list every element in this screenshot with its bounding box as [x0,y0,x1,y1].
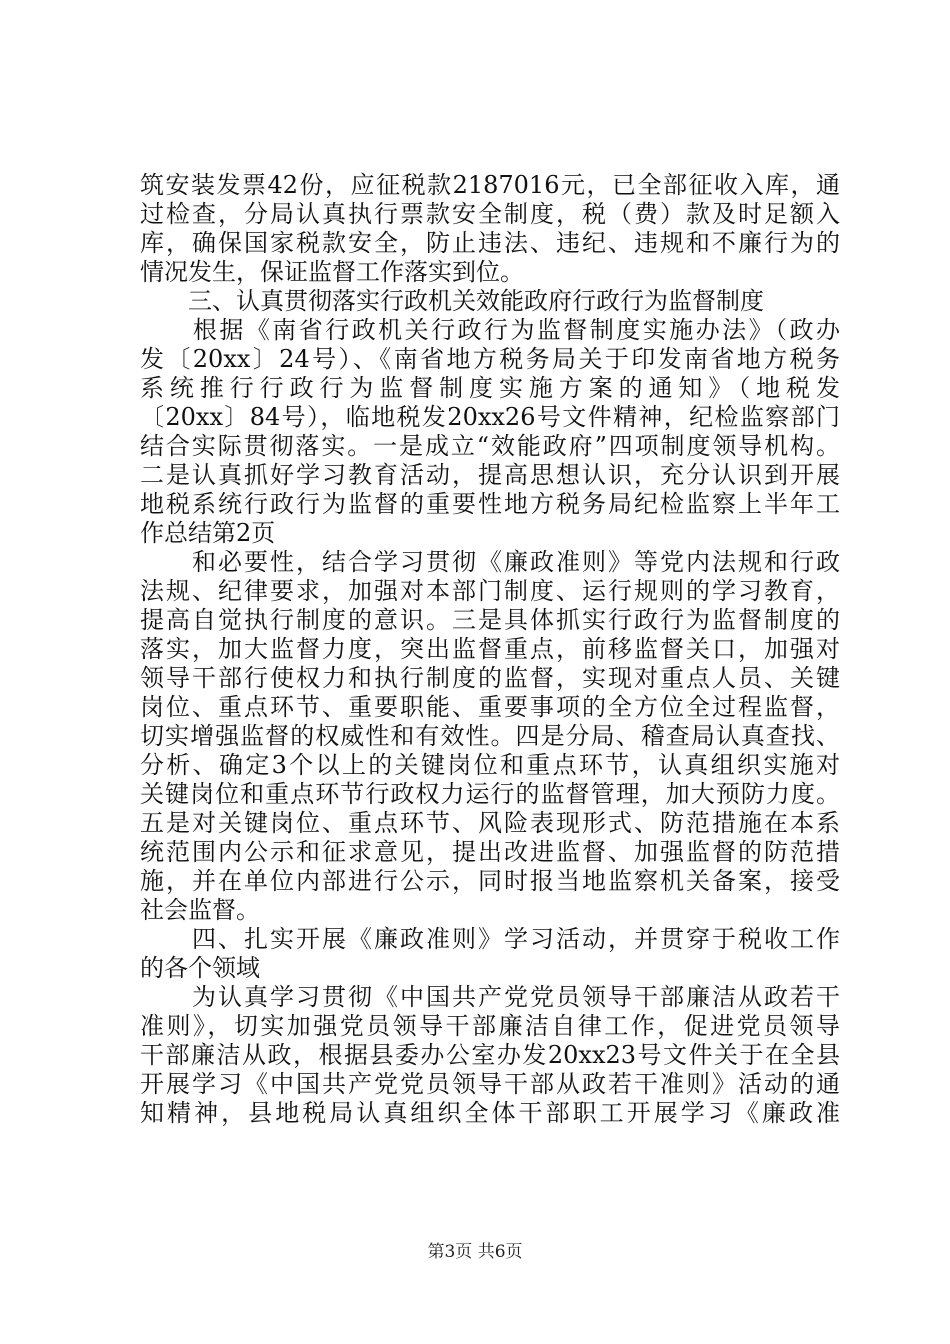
text-line: 结合实际贯彻落实。一是成立“效能政府”四项制度领导机构。 [140,432,840,460]
section-heading: 三、认真贯彻落实行政机关效能政府行政行为监督制度 [140,287,764,315]
text-line: 和必要性，结合学习贯彻《廉政准则》等党内法规和行政 [140,548,840,576]
text-line: 库，确保国家税款安全，防止违法、违纪、违规和不廉行为的 [140,229,840,257]
text-line: 社会监督。 [140,896,260,924]
text-line: 准则》，切实加强党员领导干部廉洁自律工作，促进党员领导 [140,1012,840,1040]
text-line: 关键岗位和重点环节行政权力运行的监督管理，加大预防力度。 [140,780,840,808]
section-heading: 的各个领域 [140,954,260,982]
text-line: 为认真学习贯彻《中国共产党党员领导干部廉洁从政若干 [140,983,840,1011]
text-line: 筑安装发票42份，应征税款2187016元，已全部征收入库，通 [140,171,840,199]
text-line: 二是认真抓好学习教育活动，提高思想认识，充分认识到开展 [140,461,840,489]
text-line: 五是对关键岗位、重点环节、风险表现形式、防范措施在本系 [140,809,840,837]
text-line: 情况发生，保证监督工作落实到位。 [140,258,524,286]
text-line: 统范围内公示和征求意见，提出改进监督、加强监督的防范措 [140,838,840,866]
text-line: 〔20xx〕84号），临地税发20xx26号文件精神，纪检监察部门 [140,403,840,431]
text-line: 知精神，县地税局认真组织全体干部职工开展学习《廉政准 [140,1099,840,1127]
text-line: 法规、纪律要求，加强对本部门制度、运行规则的学习教育， [140,577,840,605]
text-line: 开展学习《中国共产党党员领导干部从政若干准则》活动的通 [140,1070,840,1098]
text-line: 地税系统行政行为监督的重要性地方税务局纪检监察上半年工 [140,490,840,518]
document-body [140,171,840,1128]
text-line: 领导干部行使权力和执行制度的监督，实现对重点人员、关键 [140,664,840,692]
text-line: 干部廉洁从政，根据县委办公室办发20xx23号文件关于在全县 [140,1041,840,1069]
text-line: 落实，加大监督力度，突出监督重点，前移监督关口，加强对 [140,635,840,663]
page-footer [0,1241,950,1263]
text-line: 根据《南省行政机关行政行为监督制度实施办法》（政办 [140,316,840,344]
text-line: 分析、确定3个以上的关键岗位和重点环节，认真组织实施对 [140,751,840,779]
text-line: 发〔20xx〕24号）、《南省地方税务局关于印发南省地方税务 [140,345,840,373]
text-line: 切实增强监督的权威性和有效性。四是分局、稽查局认真查找、 [140,722,840,750]
page-number-label: 第3页 共6页 [427,1242,523,1262]
text-line: 提高自觉执行制度的意识。三是具体抓实行政行为监督制度的 [140,606,840,634]
text-line: 系统推行行政行为监督制度实施方案的通知》（地税发 [140,374,840,402]
section-heading: 四、扎实开展《廉政准则》学习活动，并贯穿于税收工作 [140,925,840,953]
text-line: 作总结第2页 [140,519,276,547]
text-line: 过检查，分局认真执行票款安全制度，税（费）款及时足额入 [140,200,840,228]
text-line: 岗位、重点环节、重要职能、重要事项的全方位全过程监督， [140,693,840,721]
text-line: 施，并在单位内部进行公示，同时报当地监察机关备案，接受 [140,867,840,895]
